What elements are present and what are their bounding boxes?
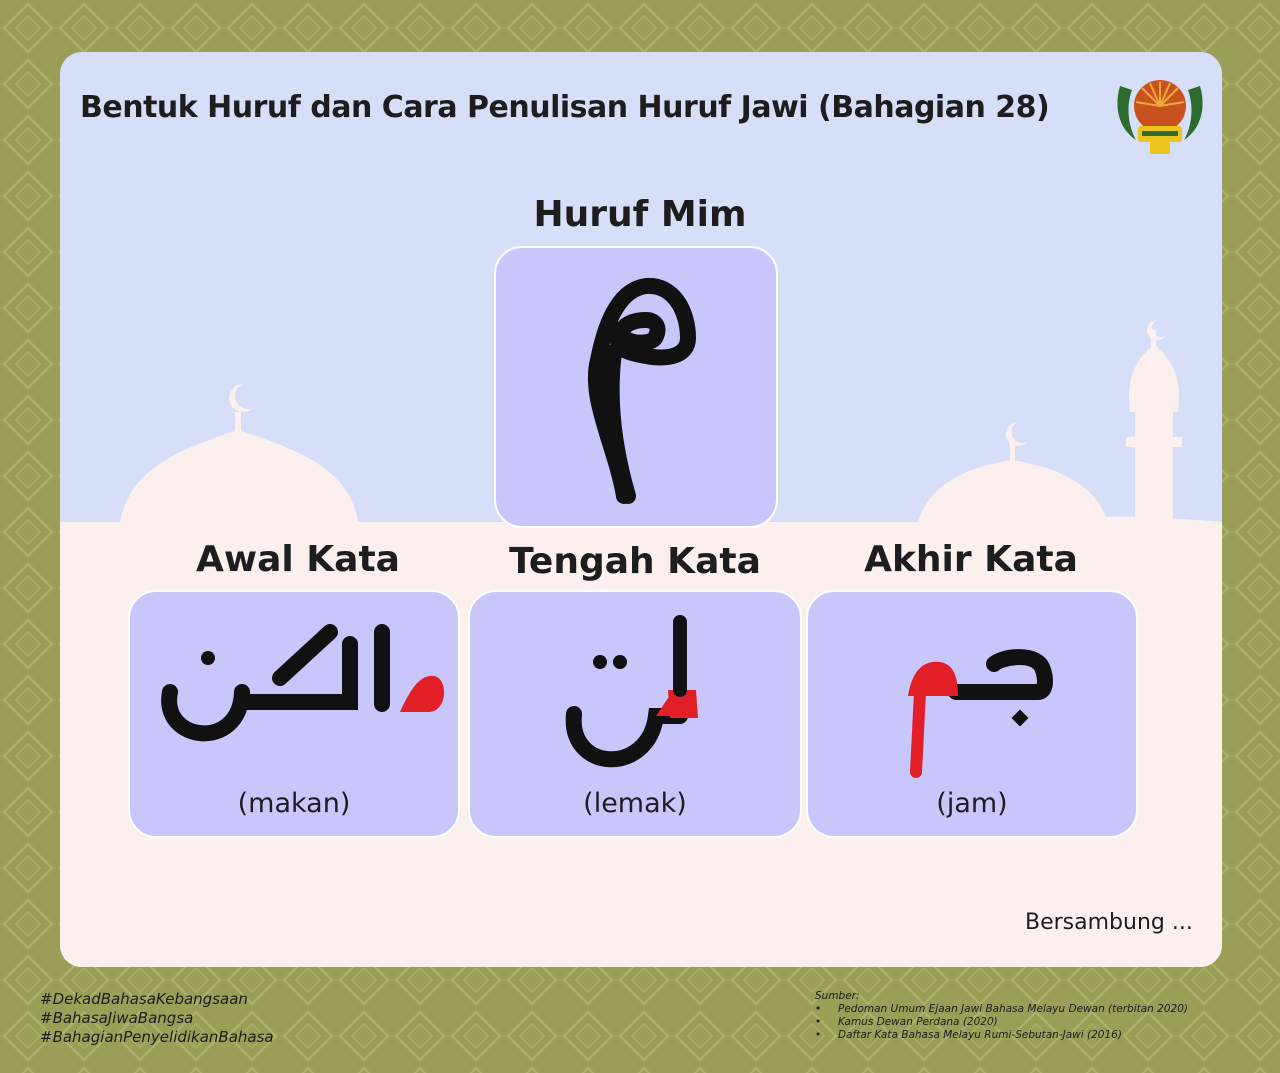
word-jam-glyph: [808, 592, 1136, 792]
continued-label: Bersambung ...: [1025, 910, 1193, 935]
content-panel: [60, 52, 1222, 967]
akhir-kata-card: [806, 590, 1138, 838]
caption-lemak: (lemak): [583, 788, 687, 819]
hashtag-item: #BahagianPenyelidikanBahasa: [40, 1028, 274, 1046]
source-item: • Daftar Kata Bahasa Melayu Rumi-Sebutan-Jawi (2016): [815, 1029, 1265, 1042]
page-title: Bentuk Huruf dan Cara Penulisan Huruf Jawi (Bahagian 28): [80, 90, 1050, 125]
sources-list: [815, 1003, 1265, 1042]
sources-block: [815, 990, 1265, 1042]
source-item: • Pedoman Umum Ejaan Jawi Bahasa Melayu Dewan (terbitan 2020): [815, 1003, 1265, 1016]
tengah-kata-heading: Tengah Kata: [509, 541, 761, 582]
caption-makan: (makan): [237, 788, 351, 819]
dbp-emblem-icon: [1112, 66, 1208, 158]
tengah-kata-card: [468, 590, 802, 838]
word-lemak-glyph: [470, 592, 800, 782]
word-makan-glyph: [130, 592, 458, 762]
letter-mim-glyph: [496, 248, 776, 526]
main-letter-heading: Huruf Mim: [533, 194, 747, 235]
awal-kata-heading: Awal Kata: [196, 539, 400, 580]
hashtag-item: #BahasaJiwaBangsa: [40, 1009, 194, 1027]
awal-kata-card: [128, 590, 460, 838]
source-item: • Kamus Dewan Perdana (2020): [815, 1016, 1265, 1029]
akhir-kata-heading: Akhir Kata: [864, 539, 1078, 580]
hashtag-item: #DekadBahasaKebangsaan: [40, 990, 248, 1008]
main-letter-card: [494, 246, 778, 528]
caption-jam: (jam): [936, 788, 1008, 819]
sources-label: Sumber:: [815, 990, 860, 1002]
hashtag-list: [40, 990, 274, 1047]
